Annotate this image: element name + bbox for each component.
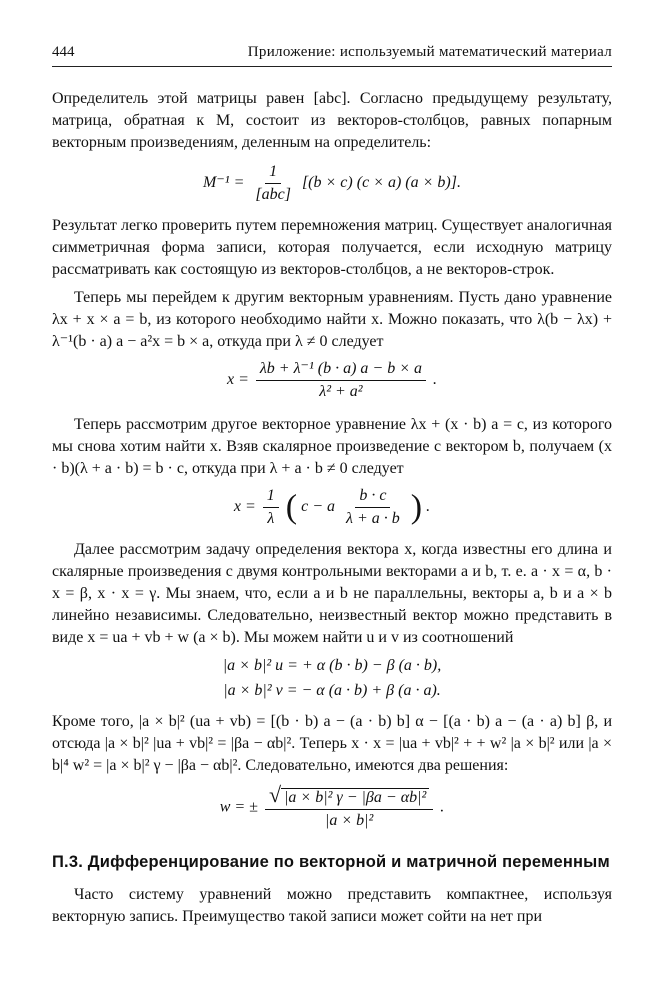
fraction [256,359,426,402]
system-row-u: |a × b|² u = + α (b · b) − β (a · b), [222,657,442,674]
header-rule [52,66,612,67]
paragraph-another-equation: Теперь рассмотрим другое векторное уравнение λx + (x · b) a = c, из которого мы снова хотим найти x. Взяв скалярное произведение с вектором b, получаем (x · b)(λ + a · b) = b · c, откуда при λ + a · b ≠ 0 следует [52,416,612,477]
numerator: b · c [355,486,390,508]
numerator: 1 [263,486,279,508]
eq-end: . [433,371,438,389]
numerator [265,782,433,810]
equation-w-solution [52,782,612,831]
paragraph-verification: Результат легко проверить путем перемножения матриц. Существует аналогичная симметричная форма записи, которая получается, если исходную матрицу рассматривать как состоящую из векторов-столбцов, а не векторов-строк. [52,217,612,278]
eq-end: . [440,798,445,816]
eq-lhs: M⁻¹ = [203,174,245,192]
left-paren: ( [285,488,298,526]
equation-system [52,653,612,703]
system-row-v: |a × b|² v = − α (a · b) + β (a · a). [223,682,441,699]
section-heading: П.3. Дифференцирование по векторной и матричной переменным [52,853,610,871]
fraction [263,486,279,529]
book-page [52,44,612,928]
paragraph-length-problem: Далее рассмотрим задачу определения вектора x, когда известны его длина и скалярные произведения с двумя контрольными векторами a и b, т. е. a · x = α, b · x = β, x · x = γ. Мы знаем, что, если a и b не параллельны, векторы a, b и a × b линейно независимы. Следовательно, неизвестный вектор можно представить в виде x = ua + vb + w (a × b). Мы можем найти u и v из соотношений [52,541,612,646]
page-header [52,44,612,66]
denominator: λ + a · b [346,510,400,527]
denominator: [abc] [255,186,291,203]
eq-lhs: w = ± [219,798,258,816]
paragraph-compact-notation: Часто систему уравнений можно представить компактнее, используя векторную запись. Преимущество такой записи может сойти на нет при [52,886,612,925]
numerator: λb + λ⁻¹ (b · a) a − b × a [256,359,426,381]
paragraph-furthermore: Кроме того, |a × b|² (ua + vb) = [(b · b) a − (a · b) b] α − [(a · b) a − (a · a) b] β, и отсюда |a × b|² |ua + vb|² = |βa − αb|². Теперь x · x = |ua + vb|² + + w² |a × b|² или |a × b|⁴ w² = |a × b|² γ − |βa − αb|². Следовательно, имеются два решения: [52,713,612,774]
sqrt-icon: √ [268,782,282,807]
fraction [251,162,295,205]
denominator: λ [267,510,275,527]
eq-lhs: x = [226,371,249,389]
right-paren: ) [410,488,423,526]
eq-lhs: x = [233,498,256,516]
inner-fraction [342,486,404,529]
eq-rhs: [(b × c) (c × a) (a × b)]. [301,174,461,192]
denominator: λ² + a² [319,383,363,400]
equation-x-solution-2 [52,486,612,529]
equation-inverse-matrix [52,162,612,205]
inner-left: c − a [301,498,336,516]
denominator: |a × b|² [324,812,374,829]
numerator: 1 [265,162,281,184]
equation-x-solution-1 [52,359,612,402]
radicand: |a × b|² γ − |βa − αb|² [281,788,429,806]
page-number: 444 [52,44,75,60]
fraction [265,782,433,831]
paragraph-determinant: Определитель этой матрицы равен [abc]. Согласно предыдущему результату, матрица, обратная к M, состоит из векторов-столбцов, равных попарным векторным произведениям, деленным на определитель: [52,90,612,151]
running-title: Приложение: используемый математический материал [247,44,612,60]
eq-end: . [426,498,431,516]
paragraph-vector-equation: Теперь мы перейдем к другим векторным уравнениям. Пусть дано уравнение λx + x × a = b, из которого необходимо найти x. Можно показать, что λ(b − λx) + λ⁻¹(b · a) a − a²x = b × a, откуда при λ ≠ 0 следует [52,289,612,350]
